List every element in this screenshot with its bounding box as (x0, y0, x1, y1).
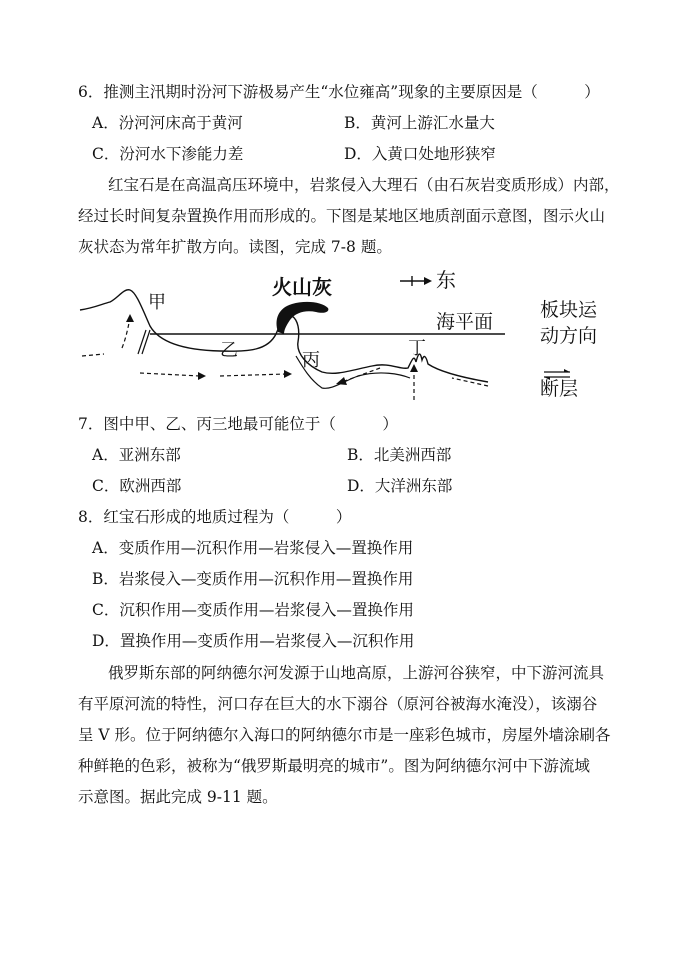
fault-line-2 (142, 330, 150, 354)
fault-line-1 (138, 330, 146, 354)
passage-2-line-1: 俄罗斯东部的阿纳德尔河发源于山地高原，上游河谷狭窄，中下游河流具 (108, 664, 605, 682)
label-bing: 丙 (302, 350, 320, 371)
label-volcanic-ash: 火山灰 (272, 275, 332, 299)
question-8-option-a[interactable]: A．变质作用—沉积作用—岩浆侵入—置换作用 (92, 539, 414, 557)
geologic-cross-section-diagram (60, 268, 620, 408)
plate-motion-arrow-2 (220, 374, 286, 376)
passage-2-line-4: 种鲜艳的色彩，被称为“俄罗斯最明亮的城市”。图为阿纳德尔河中下游流域 (78, 757, 590, 775)
magma-arrowhead-up (126, 314, 134, 322)
question-7-option-b[interactable]: B．北美洲西部 (347, 446, 452, 464)
east-arrowhead (424, 277, 432, 285)
question-8-option-b[interactable]: B．岩浆侵入—变质作用—沉积作用—置换作用 (92, 570, 414, 588)
label-ding: 丁 (408, 338, 426, 359)
plate-motion-arrowhead-2 (284, 370, 292, 378)
question-7-stem: 7．图中甲、乙、丙三地最可能位于（ ） (78, 415, 398, 433)
question-6-option-d[interactable]: D．入黄口处地形狭窄 (344, 145, 496, 163)
label-east: 东 (436, 268, 456, 292)
question-8-option-c[interactable]: C．沉积作用—变质作用—岩浆侵入—置换作用 (92, 601, 414, 619)
question-6-option-a[interactable]: A．汾河河床高于黄河 (92, 114, 243, 132)
passage-2-line-5: 示意图。据此完成 9-11 题。 (78, 788, 278, 806)
plate-motion-arrowhead-4 (336, 377, 347, 385)
question-7-option-c[interactable]: C．欧洲西部 (92, 477, 182, 495)
passage-1-line-2: 经过长时间复杂置换作用而形成的。下图是某地区地质剖面示意图，图示火山 (78, 207, 606, 225)
question-8-stem: 8．红宝石形成的地质过程为（ ） (78, 508, 352, 526)
question-7-option-a[interactable]: A．亚洲东部 (92, 446, 181, 464)
passage-2-line-2: 有平原河流的特性，河口存在巨大的水下溺谷（原河谷被海水淹没），该溺谷 (78, 695, 598, 713)
question-6-stem: 6．推测主汛期时汾河下游极易产生“水位雍高”现象的主要原因是（ ） (78, 83, 600, 101)
label-fault: 断层 (540, 378, 579, 400)
label-jia: 甲 (148, 292, 166, 313)
volcanic-ash-plume (277, 302, 329, 334)
plate-motion-arrowhead-1 (198, 372, 206, 380)
passage-2-line-3: 呈 V 形。位于阿纳德尔入海口的阿纳德尔市是一座彩色城市，房屋外墙涂刷各 (78, 726, 611, 744)
fault-legend-arrow-1 (564, 369, 570, 372)
terrain-profile (80, 290, 488, 382)
plate-motion-arrow-1 (140, 373, 200, 376)
label-sea-level: 海平面 (436, 311, 494, 333)
passage-1-line-1: 红宝石是在高温高压环境中，岩浆侵入大理石（由石灰岩变质形成）内部， (108, 176, 620, 194)
label-plate-motion-line-2: 动方向 (540, 325, 598, 347)
question-7-option-d[interactable]: D．大洋洲东部 (347, 477, 453, 495)
question-6-option-c[interactable]: C．汾河水下渗能力差 (92, 145, 244, 163)
question-6-option-b[interactable]: B．黄河上游汇水量大 (344, 114, 495, 132)
magma-arrow-left-horizontal (82, 354, 104, 356)
passage-1-line-3: 灰状态为常年扩散方向。读图，完成 7-8 题。 (78, 238, 392, 256)
label-yi: 乙 (220, 340, 238, 361)
upwelling-arrowhead (410, 364, 418, 372)
question-8-option-d[interactable]: D．置换作用—变质作用—岩浆侵入—沉积作用 (92, 632, 415, 650)
magma-arrow-rising (122, 318, 130, 348)
label-plate-motion-line-1: 板块运 (540, 299, 598, 321)
